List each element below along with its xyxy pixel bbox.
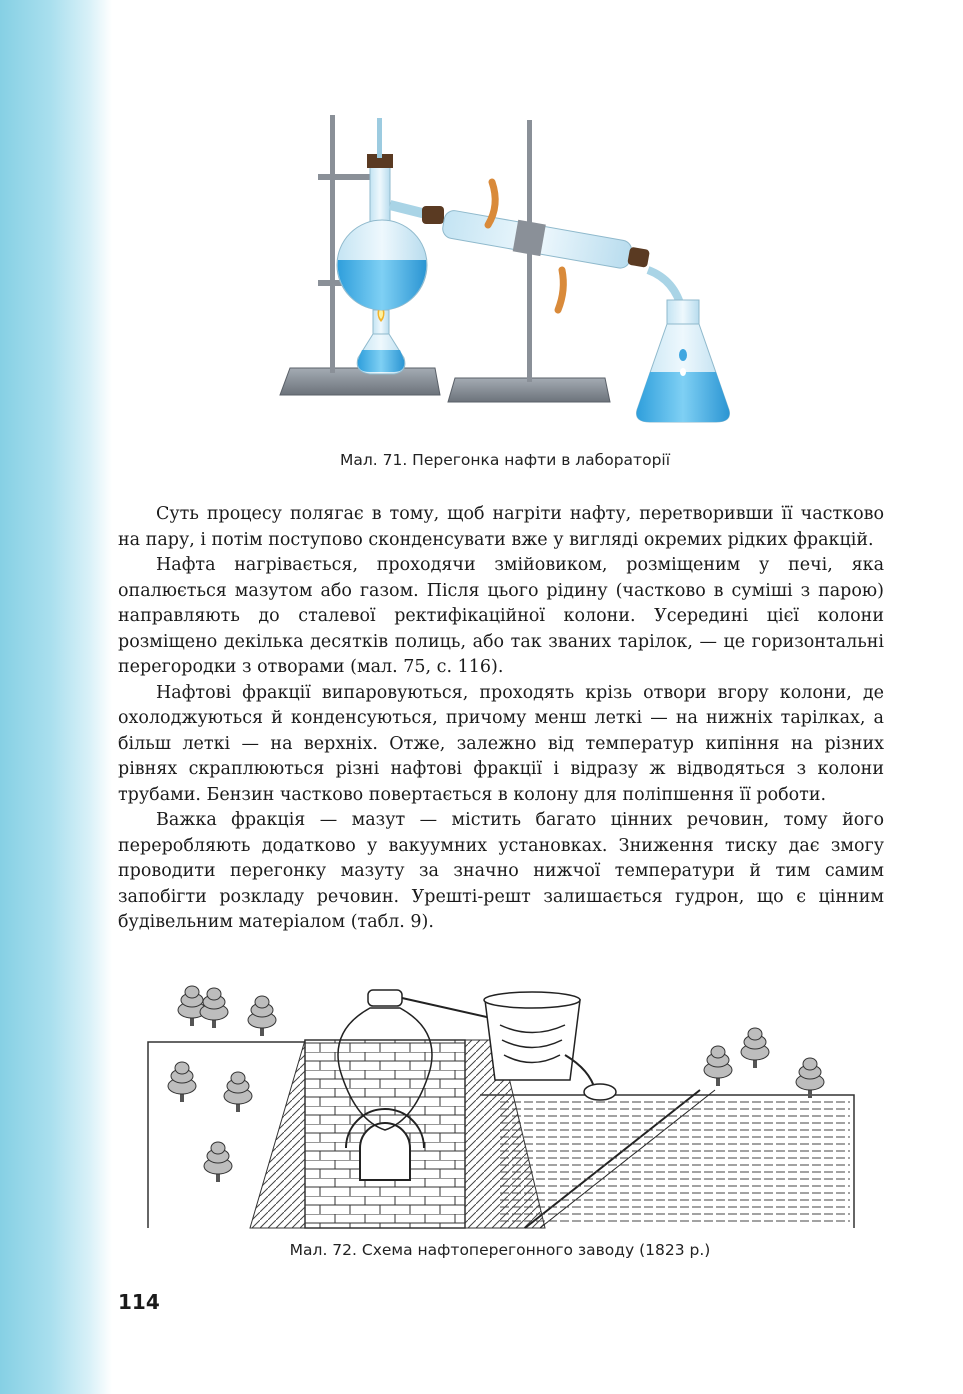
body-text	[118, 502, 884, 936]
page-number: 114	[118, 1290, 160, 1314]
paragraph-3: Нафтові фракції випаровуються, проходять крізь отвори вгору колони, де охолоджуються й конденсуються, причому менш леткі — на нижніх тарілках, а більш леткі — на верхніх. Отже, залежно від температур кипіння на різних рівнях скраплюються різні нафтові фракції і відразу ж відводяться з колони трубами. Бензин частково повертається в колону для поліпшення її роботи.	[118, 682, 884, 805]
lab-distillation-figure	[270, 110, 740, 435]
paragraph-1: Суть процесу полягає в тому, щоб нагріти нафту, перетворивши її частково на пару, і потім поступово сконденсувати вже у вигляді окремих рідких фракцій.	[118, 504, 884, 550]
page-edge-band	[0, 0, 112, 1394]
refinery-scheme-figure	[140, 980, 860, 1230]
figure-71-caption: Мал. 71. Перегонка нафти в лабораторії	[339, 451, 671, 469]
paragraph-2: Нафта нагрівається, проходячи змійовиком, розміщеним у печі, яка опалюється мазутом або газом. Після цього рідину (частково в суміші з парою) направляють до сталевої ректифікаційної колони. Усередині цієї колони розміщено декілька десятків полиць, або так званих тарілок, — це горизонтальні перегородки з отворами (мал. 75, с. 116).	[118, 555, 884, 677]
figure-72-caption: Мал. 72. Схема нафтоперегонного заводу (1823 р.)	[289, 1241, 711, 1259]
paragraph-4: Важка фракція — мазут — містить багато цінних речовин, тому його переробляють додатково у вакуумних установках. Зниження тиску дає змогу проводити перегонку мазуту за значно нижчої температури й тим самим запобігти розкладу речовин. Урешті-решт залишається гудрон, що є цінним будівельним матеріалом (табл. 9).	[118, 810, 884, 932]
